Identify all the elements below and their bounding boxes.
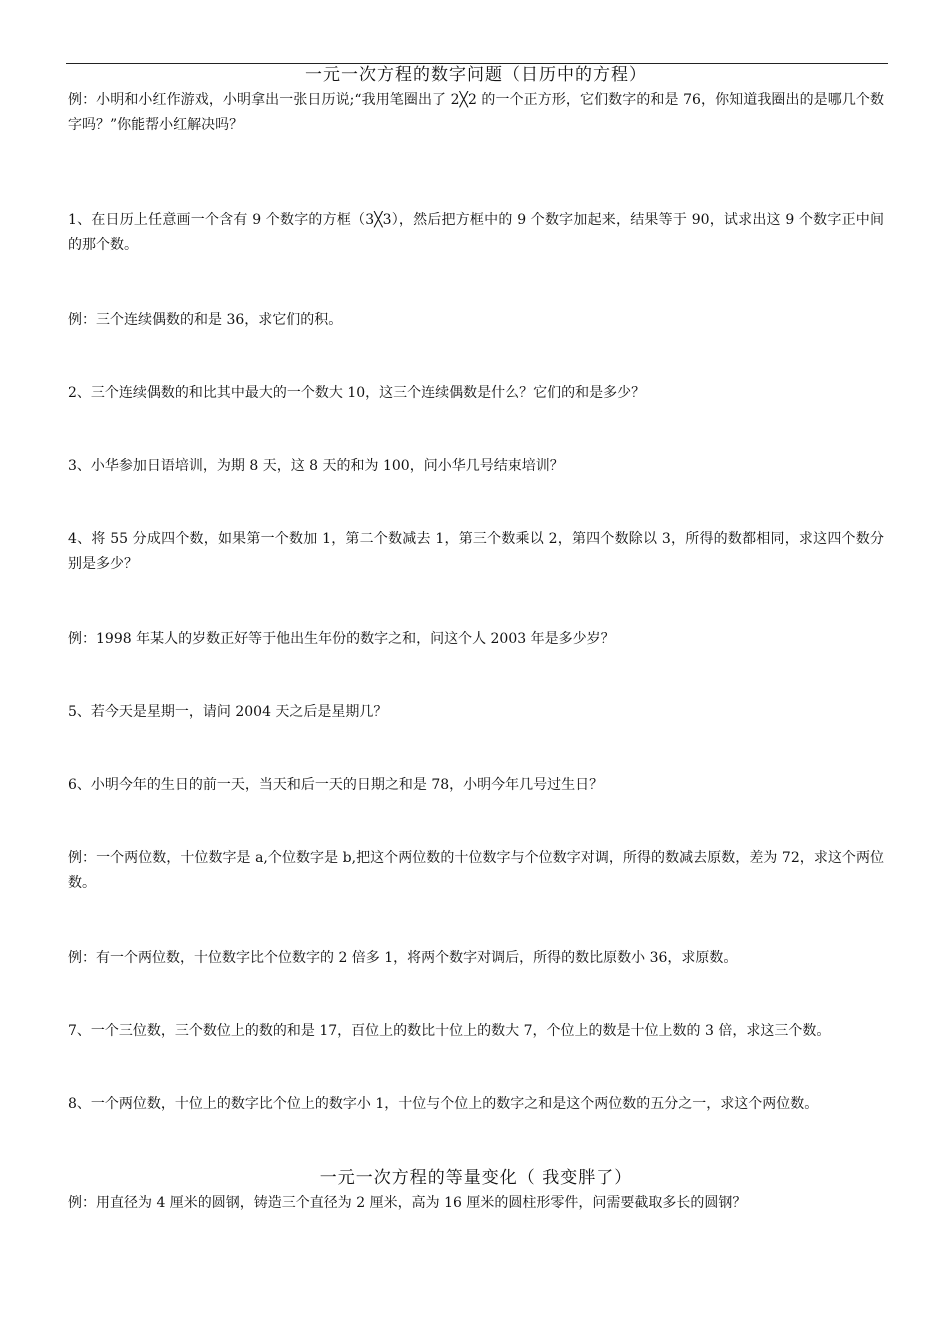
document-page [68, 62, 884, 1216]
section-title-number-problems: 一元一次方程的数字问题（日历中的方程） [305, 65, 647, 85]
example-steel-cylinder: 例：用直径为 4 厘米的圆钢，铸造三个直径为 2 厘米，高为 16 厘米的圆柱形零件，问需要截取多长的圆钢？ [68, 1195, 747, 1211]
problem-5: 5、若今天是星期一，请问 2004 天之后是星期几？ [68, 704, 388, 720]
example-calendar-square: 例：小明和小红作游戏，小明拿出一张日历说;“我用笔圈出了 2╳2 的一个正方形，它们数字的和是 76，你知道我圈出的是哪几个数字吗？”你能帮小红解决吗？ [68, 92, 884, 133]
problem-7: 7、一个三位数，三个数位上的数的和是 17，百位上的数比十位上的数大 7，个位上的数是十位上数的 3 倍，求这三个数。 [68, 1023, 831, 1039]
problem-2: 2、三个连续偶数的和比其中最大的一个数大 10，这三个连续偶数是什么？它们的和是多少？ [68, 385, 646, 401]
example-consecutive-even: 例：三个连续偶数的和是 36，求它们的积。 [68, 312, 343, 328]
problem-8: 8、一个两位数，十位上的数字比个位上的数字小 1，十位与个位上的数字之和是这个两位数的五分之一，求这个两位数。 [68, 1096, 819, 1112]
example-two-digit-original: 例：有一个两位数，十位数字比个位数字的 2 倍多 1，将两个数字对调后，所得的数比原数小 36，求原数。 [68, 950, 738, 966]
example-two-digit-swap: 例：一个两位数，十位数字是 a,个位数字是 b,把这个两位数的十位数字与个位数字对调，所得的数减去原数，差为 72，求这个两位数。 [68, 850, 884, 891]
problem-3: 3、小华参加日语培训，为期 8 天，这 8 天的和为 100，问小华几号结束培训？ [68, 458, 564, 474]
problem-4: 4、将 55 分成四个数，如果第一个数加 1，第二个数减去 1，第三个数乘以 2，第四个数除以 3，所得的数都相同，求这四个数分别是多少？ [68, 531, 884, 572]
problem-6: 6、小明今年的生日的前一天，当天和后一天的日期之和是 78，小明今年几号过生日？ [68, 777, 604, 793]
section-title-equal-change: 一元一次方程的等量变化（ 我变胖了） [319, 1168, 633, 1188]
example-age-digits: 例：1998 年某人的岁数正好等于他出生年份的数字之和，问这个人 2003 年是多少岁？ [68, 631, 615, 647]
problem-1: 1、在日历上任意画一个含有 9 个数字的方框（3╳3），然后把方框中的 9 个数字加起来，结果等于 90，试求出这 9 个数字正中间的那个数。 [68, 212, 884, 253]
